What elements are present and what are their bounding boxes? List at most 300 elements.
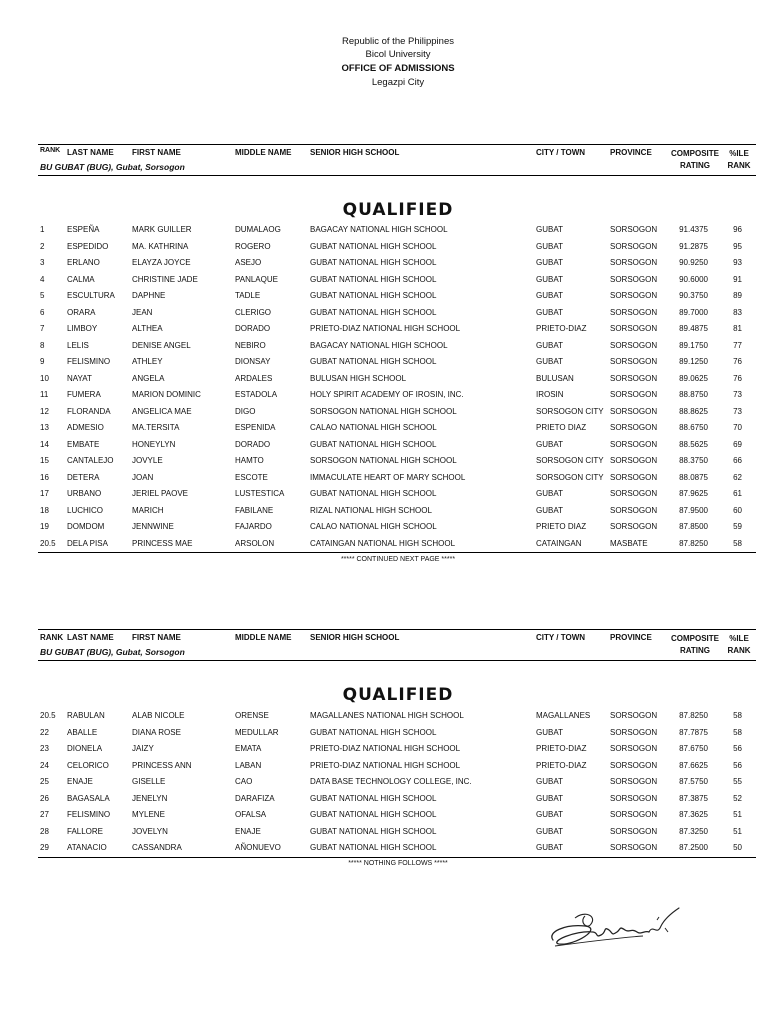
last-name-cell: ESPEDIDO [67,241,109,251]
composite-rating-cell: 87.3875 [679,793,708,803]
province-cell: SORSOGON [610,810,658,819]
middle-name-cell: ARDALES [235,373,273,383]
city-town-cell: BULUSAN [536,373,574,383]
table-row [38,791,756,808]
table-row [38,338,756,355]
percentile-rank-cell: 59 [733,522,742,531]
province-cell: SORSOGON [610,522,658,531]
composite-rating-cell: 88.6750 [679,423,708,432]
last-name-cell: FELISMINO [67,810,111,819]
percentile-rank-cell: 58 [733,538,742,548]
first-name-cell: DIANA ROSE [132,727,181,737]
middle-name-cell: ESTADOLA [235,390,278,399]
first-name-cell: MYLENE [132,810,165,819]
first-name-cell: JEAN [132,307,153,317]
middle-name-cell: ENAJE [235,826,261,836]
last-name-cell: ORARA [67,307,96,317]
rank-cell: 23 [40,744,49,753]
middle-name-cell: DORADO [235,439,271,449]
middle-name-cell: LUSTESTICA [235,489,285,498]
middle-name-cell: DORADO [235,324,271,333]
table-row [38,453,756,470]
col-composite-line2: RATING [679,161,711,170]
first-name-cell: ELAYZA JOYCE [132,258,191,267]
senior-high-school-cell: GUBAT NATIONAL HIGH SCHOOL [310,793,437,803]
city-town-cell: PRIETO DIAZ [536,522,587,531]
composite-rating-cell: 87.6625 [679,760,708,770]
col-pile-line1: %ILE [729,149,749,158]
rank-cell: 28 [40,826,49,836]
last-name-cell: ENAJE [67,777,93,786]
rank-cell: 8 [40,340,45,350]
province-cell: SORSOGON [610,456,658,465]
percentile-rank-cell: 56 [733,760,742,770]
last-name-cell: RABULAN [67,711,105,720]
middle-name-cell: NEBIRO [235,340,266,350]
middle-name-cell: PANLAQUE [235,274,278,284]
first-name-cell: JOVYLE [132,456,163,465]
composite-rating-cell: 87.6750 [679,744,708,753]
province-cell: SORSOGON [610,505,658,515]
composite-rating-cell: 91.2875 [679,241,708,251]
senior-high-school-cell: GUBAT NATIONAL HIGH SCHOOL [310,810,437,819]
percentile-rank-cell: 52 [733,793,742,803]
col-composite-line1: COMPOSITE [670,149,719,158]
middle-name-cell: CAO [235,777,253,786]
city-town-cell: GUBAT [536,727,563,737]
last-name-cell: FUMERA [67,390,101,399]
rank-cell: 6 [40,307,45,317]
composite-rating-cell: 87.7875 [679,727,708,737]
letterhead-university: Bicol University [365,49,431,60]
city-town-cell: GUBAT [536,225,563,234]
col-rank: RANK [40,147,61,154]
middle-name-cell: DIGO [235,406,256,416]
qualified-table-page1 [38,222,756,553]
first-name-cell: MARK GUILLER [132,225,192,234]
province-cell: SORSOGON [610,472,658,482]
col-percentile-rank [722,148,756,172]
senior-high-school-cell: GUBAT NATIONAL HIGH SCHOOL [310,826,437,836]
col-senior-high-school: SENIOR HIGH SCHOOL [310,148,400,157]
composite-rating-cell: 89.0625 [679,373,708,383]
rank-cell: 25 [40,777,49,786]
senior-high-school-cell: SORSOGON NATIONAL HIGH SCHOOL [310,406,457,416]
qualified-table-page2 [38,708,756,858]
middle-name-cell: DARAFIZA [235,793,275,803]
percentile-rank-cell: 73 [733,390,742,399]
percentile-rank-cell: 70 [733,423,742,432]
last-name-cell: ERLANO [67,258,100,267]
first-name-cell: ALTHEA [132,324,163,333]
rank-cell: 22 [40,727,49,737]
table-row [38,807,756,824]
senior-high-school-cell: GUBAT NATIONAL HIGH SCHOOL [310,258,437,267]
percentile-rank-cell: 61 [733,489,742,498]
table-row [38,741,756,758]
composite-rating-cell: 87.3625 [679,810,708,819]
table-row [38,503,756,520]
city-town-cell: PRIETO DIAZ [536,423,587,432]
col-province: PROVINCE [610,148,652,157]
last-name-cell: NAYAT [67,373,92,383]
letterhead-republic: Republic of the Philippines [342,36,454,47]
first-name-cell: GISELLE [132,777,166,786]
rank-cell: 12 [40,406,49,416]
composite-rating-cell: 88.8625 [679,406,708,416]
senior-high-school-cell: CATAINGAN NATIONAL HIGH SCHOOL [310,538,456,548]
col-city-town: CITY / TOWN [536,633,586,642]
percentile-rank-cell: 58 [733,711,742,720]
province-cell: SORSOGON [610,423,658,432]
middle-name-cell: AÑONUEVO [235,843,281,852]
province-cell: SORSOGON [610,727,658,737]
city-town-cell: SORSOGON CITY [536,406,604,416]
last-name-cell: ADMESIO [67,423,104,432]
senior-high-school-cell: HOLY SPIRIT ACADEMY OF IROSIN, INC. [310,390,464,399]
province-cell: SORSOGON [610,225,658,234]
senior-high-school-cell: RIZAL NATIONAL HIGH SCHOOL [310,505,432,515]
middle-name-cell: ASEJO [235,258,262,267]
table-row [38,272,756,289]
first-name-cell: MA. KATHRINA [132,241,189,251]
city-town-cell: GUBAT [536,777,563,786]
percentile-rank-cell: 83 [733,307,742,317]
composite-rating-cell: 87.9500 [679,505,708,515]
first-name-cell: JAIZY [132,744,154,753]
middle-name-cell: TADLE [235,291,261,300]
composite-rating-cell: 88.5625 [679,439,708,449]
senior-high-school-cell: BULUSAN HIGH SCHOOL [310,373,407,383]
composite-rating-cell: 90.3750 [679,291,708,300]
col-composite-rating [668,148,722,172]
composite-rating-cell: 87.2500 [679,843,708,852]
rank-cell: 17 [40,489,49,498]
percentile-rank-cell: 69 [733,439,742,449]
senior-high-school-cell: BAGACAY NATIONAL HIGH SCHOOL [310,225,448,234]
province-cell: SORSOGON [610,357,658,366]
province-cell: MASBATE [610,538,648,548]
campus-name: BU GUBAT (BUG), Gubat, Sorsogon [40,162,185,172]
col-pile-line1: %ILE [729,634,749,643]
last-name-cell: CALMA [67,274,95,284]
province-cell: SORSOGON [610,439,658,449]
city-town-cell: MAGALLANES [536,711,591,720]
province-cell: SORSOGON [610,258,658,267]
table-row [38,840,756,857]
senior-high-school-cell: BAGACAY NATIONAL HIGH SCHOOL [310,340,448,350]
percentile-rank-cell: 58 [733,727,742,737]
province-cell: SORSOGON [610,777,658,786]
senior-high-school-cell: PRIETO-DIAZ NATIONAL HIGH SCHOOL [310,324,461,333]
middle-name-cell: DUMALAOG [235,225,281,234]
percentile-rank-cell: 51 [733,810,742,819]
first-name-cell: ANGELA [132,373,165,383]
percentile-rank-cell: 77 [733,340,742,350]
col-rank: RANK [40,633,64,642]
percentile-rank-cell: 76 [733,373,742,383]
nothing-follows-note: ***** NOTHING FOLLOWS ***** [348,860,448,867]
rank-cell: 4 [40,274,45,284]
table-row [38,536,756,553]
rank-cell: 24 [40,760,49,770]
city-town-cell: PRIETO-DIAZ [536,760,587,770]
col-first-name: FIRST NAME [132,633,181,642]
city-town-cell: CATAINGAN [536,538,582,548]
table-row [38,239,756,256]
table-row [38,774,756,791]
table-row [38,404,756,421]
first-name-cell: MARION DOMINIC [132,390,201,399]
province-cell: SORSOGON [610,241,658,251]
senior-high-school-cell: GUBAT NATIONAL HIGH SCHOOL [310,439,437,449]
province-cell: SORSOGON [610,843,658,852]
rank-cell: 11 [40,390,49,399]
col-pile-line2: RANK [727,646,751,655]
senior-high-school-cell: CALAO NATIONAL HIGH SCHOOL [310,522,437,531]
first-name-cell: JOVELYN [132,826,168,836]
middle-name-cell: ROGERO [235,241,271,251]
table-row [38,371,756,388]
province-cell: SORSOGON [610,274,658,284]
composite-rating-cell: 88.0875 [679,472,708,482]
city-town-cell: SORSOGON CITY [536,472,604,482]
city-town-cell: GUBAT [536,340,563,350]
col-first-name: FIRST NAME [132,148,181,157]
percentile-rank-cell: 81 [733,324,742,333]
province-cell: SORSOGON [610,793,658,803]
campus-name: BU GUBAT (BUG), Gubat, Sorsogon [40,647,185,657]
percentile-rank-cell: 50 [733,843,742,852]
table-row [38,387,756,404]
percentile-rank-cell: 60 [733,505,742,515]
city-town-cell: GUBAT [536,357,563,366]
col-pile-line2: RANK [727,161,751,170]
senior-high-school-cell: GUBAT NATIONAL HIGH SCHOOL [310,489,437,498]
rank-cell: 7 [40,324,45,333]
city-town-cell: GUBAT [536,291,563,300]
province-cell: SORSOGON [610,373,658,383]
province-cell: SORSOGON [610,307,658,317]
composite-rating-cell: 87.8500 [679,522,708,531]
rank-cell: 13 [40,423,49,432]
composite-rating-cell: 89.4875 [679,324,708,333]
city-town-cell: PRIETO-DIAZ [536,744,587,753]
last-name-cell: DIONELA [67,744,103,753]
percentile-rank-cell: 93 [733,258,742,267]
composite-rating-cell: 87.8250 [679,711,708,720]
last-name-cell: DETERA [67,472,100,482]
percentile-rank-cell: 51 [733,826,742,836]
middle-name-cell: FAJARDO [235,522,272,531]
last-name-cell: ESCULTURA [67,291,115,300]
first-name-cell: DAPHNE [132,291,166,300]
last-name-cell: FALLORE [67,826,104,836]
senior-high-school-cell: MAGALLANES NATIONAL HIGH SCHOOL [310,711,464,720]
city-town-cell: GUBAT [536,843,563,852]
column-header-band [38,629,756,661]
first-name-cell: DENISE ANGEL [132,340,191,350]
table-row [38,437,756,454]
senior-high-school-cell: GUBAT NATIONAL HIGH SCHOOL [310,291,437,300]
senior-high-school-cell: GUBAT NATIONAL HIGH SCHOOL [310,843,437,852]
rank-cell: 29 [40,843,49,852]
percentile-rank-cell: 55 [733,777,742,786]
col-middle-name: MIDDLE NAME [235,148,292,157]
first-name-cell: CASSANDRA [132,843,182,852]
last-name-cell: ESPEÑA [67,225,100,234]
table-row [38,288,756,305]
rank-cell: 18 [40,505,49,515]
rank-cell: 14 [40,439,49,449]
last-name-cell: EMBATE [67,439,100,449]
last-name-cell: FELISMINO [67,357,111,366]
table-row [38,354,756,371]
table-row [38,708,756,725]
senior-high-school-cell: PRIETO-DIAZ NATIONAL HIGH SCHOOL [310,744,461,753]
last-name-cell: ATANACIO [67,843,107,852]
rank-cell: 16 [40,472,49,482]
first-name-cell: ANGELICA MAE [132,406,192,416]
rank-cell: 20.5 [40,538,56,548]
senior-high-school-cell: GUBAT NATIONAL HIGH SCHOOL [310,307,437,317]
rank-cell: 5 [40,291,45,300]
composite-rating-cell: 90.9250 [679,258,708,267]
signature-image [545,902,685,952]
last-name-cell: DELA PISA [67,538,108,548]
rank-cell: 9 [40,357,45,366]
senior-high-school-cell: GUBAT NATIONAL HIGH SCHOOL [310,727,437,737]
col-middle-name: MIDDLE NAME [235,633,292,642]
rank-cell: 20.5 [40,711,56,720]
rank-cell: 19 [40,522,49,531]
percentile-rank-cell: 73 [733,406,742,416]
last-name-cell: LUCHICO [67,505,104,515]
composite-rating-cell: 87.5750 [679,777,708,786]
last-name-cell: DOMDOM [67,522,105,531]
qualified-heading: QUALIFIED [342,200,454,220]
senior-high-school-cell: CALAO NATIONAL HIGH SCHOOL [310,423,437,432]
middle-name-cell: EMATA [235,744,262,753]
percentile-rank-cell: 96 [733,225,742,234]
col-composite-rating [668,633,722,657]
table-row [38,486,756,503]
composite-rating-cell: 90.6000 [679,274,708,284]
rank-cell: 1 [40,225,45,234]
city-town-cell: GUBAT [536,489,563,498]
percentile-rank-cell: 95 [733,241,742,251]
city-town-cell: GUBAT [536,826,563,836]
column-header-page1 [38,144,756,176]
first-name-cell: MARICH [132,505,164,515]
senior-high-school-cell: DATA BASE TECHNOLOGY COLLEGE, INC. [310,777,472,786]
senior-high-school-cell: SORSOGON NATIONAL HIGH SCHOOL [310,456,457,465]
col-last-name: LAST NAME [67,633,114,642]
city-town-cell: GUBAT [536,241,563,251]
col-composite-line2: RATING [679,646,711,655]
last-name-cell: ABALLE [67,727,98,737]
city-town-cell: GUBAT [536,810,563,819]
first-name-cell: CHRISTINE JADE [132,274,198,284]
first-name-cell: PRINCESS ANN [132,760,192,770]
city-town-cell: SORSOGON CITY [536,456,604,465]
rank-cell: 10 [40,373,49,383]
middle-name-cell: FABILANE [235,505,274,515]
composite-rating-cell: 87.9625 [679,489,708,498]
letterhead-office: OFFICE OF ADMISSIONS [341,63,455,74]
table-row [38,255,756,272]
continued-note: ***** CONTINUED NEXT PAGE ***** [340,556,456,563]
city-town-cell: PRIETO-DIAZ [536,324,587,333]
table-row [38,222,756,239]
province-cell: SORSOGON [610,291,658,300]
middle-name-cell: OFALSA [235,810,267,819]
percentile-rank-cell: 91 [733,274,742,284]
last-name-cell: BAGASALA [67,793,110,803]
senior-high-school-cell: IMMACULATE HEART OF MARY SCHOOL [310,472,466,482]
composite-rating-cell: 88.3750 [679,456,708,465]
first-name-cell: HONEYLYN [132,439,176,449]
middle-name-cell: DIONSAY [235,357,271,366]
col-city-town: CITY / TOWN [536,148,586,157]
first-name-cell: JENELYN [132,793,168,803]
percentile-rank-cell: 66 [733,456,742,465]
column-header-band [38,144,756,176]
rank-cell: 26 [40,793,49,803]
middle-name-cell: CLERIGO [235,307,272,317]
percentile-rank-cell: 56 [733,744,742,753]
table-row [38,305,756,322]
senior-high-school-cell: PRIETO-DIAZ NATIONAL HIGH SCHOOL [310,760,461,770]
table-row [38,420,756,437]
table-row [38,321,756,338]
city-town-cell: IROSIN [536,390,564,399]
first-name-cell: ATHLEY [132,357,163,366]
province-cell: SORSOGON [610,390,658,399]
province-cell: SORSOGON [610,406,658,416]
composite-rating-cell: 87.8250 [679,538,708,548]
senior-high-school-cell: GUBAT NATIONAL HIGH SCHOOL [310,274,437,284]
city-town-cell: GUBAT [536,274,563,284]
qualified-heading: QUALIFIED [342,685,454,705]
col-composite-line1: COMPOSITE [670,634,719,643]
percentile-rank-cell: 76 [733,357,742,366]
table-row [38,519,756,536]
table-row [38,824,756,841]
first-name-cell: ALAB NICOLE [132,711,185,720]
province-cell: SORSOGON [610,744,658,753]
middle-name-cell: ESPENIDA [235,423,276,432]
composite-rating-cell: 88.8750 [679,390,708,399]
province-cell: SORSOGON [610,711,658,720]
last-name-cell: URBANO [67,489,102,498]
column-header-page2 [38,629,756,661]
col-last-name: LAST NAME [67,148,114,157]
last-name-cell: CANTALEJO [67,456,114,465]
middle-name-cell: ESCOTE [235,472,268,482]
city-town-cell: GUBAT [536,439,563,449]
middle-name-cell: ORENSE [235,711,269,720]
last-name-cell: FLORANDA [67,406,111,416]
first-name-cell: MA.TERSITA [132,423,180,432]
last-name-cell: LIMBOY [67,324,98,333]
province-cell: SORSOGON [610,760,658,770]
rank-cell: 2 [40,241,45,251]
composite-rating-cell: 89.1750 [679,340,708,350]
first-name-cell: PRINCESS MAE [132,538,193,548]
col-province: PROVINCE [610,633,652,642]
first-name-cell: JENNWINE [132,522,174,531]
